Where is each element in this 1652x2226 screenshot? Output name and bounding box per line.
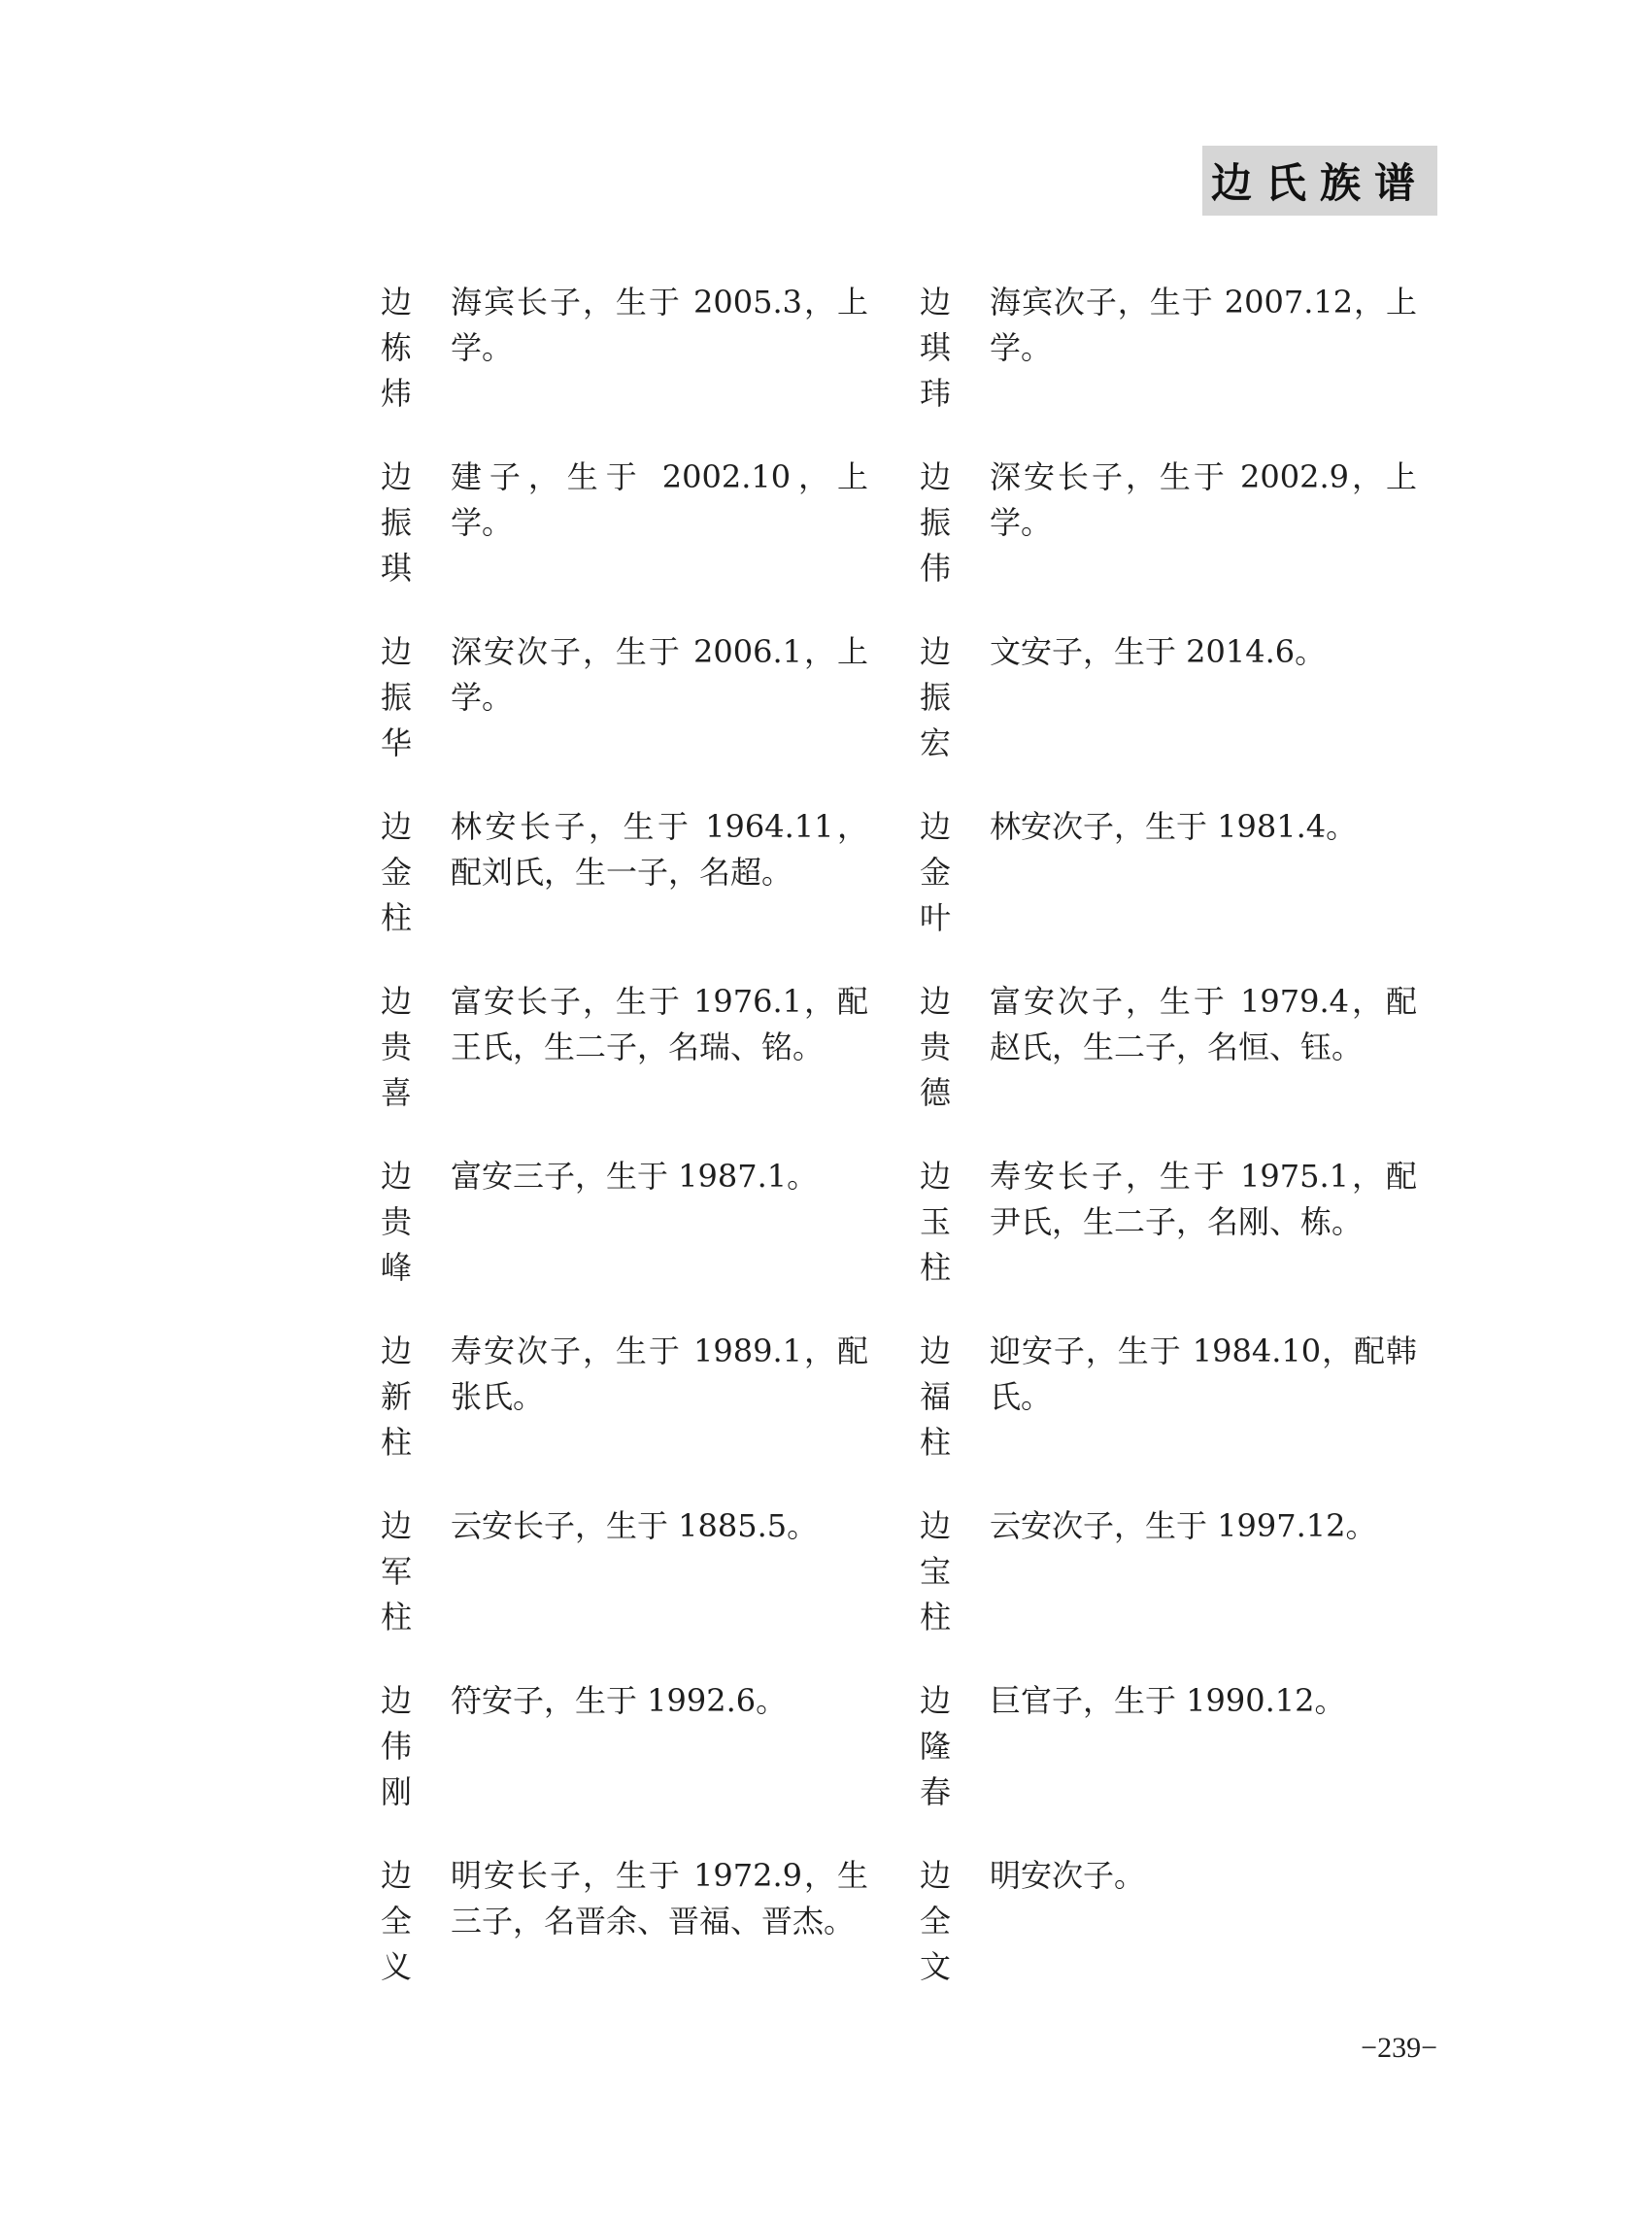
genealogy-entry <box>906 979 1445 1154</box>
entry-description: 深安长子，生于 2002.9，上学。 <box>990 458 1417 541</box>
page-number: −239− <box>1361 2032 1437 2064</box>
person-name: 边 金 柱 <box>380 808 412 936</box>
person-name: 边 玉 柱 <box>919 1158 951 1286</box>
person-name: 边 宝 柱 <box>919 1507 951 1636</box>
entry-description: 符安子，生于 1992.6。 <box>451 1682 788 1719</box>
genealogy-entry <box>906 1853 1445 2028</box>
entry-description: 林安长子，生于 1964.11，配刘氏，生一子，名超。 <box>451 808 868 891</box>
entry-description: 富安次子，生于 1979.4，配赵氏，生二子，名恒、钰。 <box>990 983 1417 1065</box>
person-name: 边 军 柱 <box>380 1507 412 1636</box>
entry-description: 海宾长子，生于 2005.3，上学。 <box>451 284 868 366</box>
entry-description: 迎安子，生于 1984.10，配韩氏。 <box>990 1332 1417 1415</box>
person-name: 边 隆 春 <box>919 1682 951 1810</box>
entry-description: 云安次子，生于 1997.12。 <box>990 1507 1377 1544</box>
entry-description: 明安次子。 <box>990 1857 1146 1894</box>
person-name: 边 振 伟 <box>919 458 951 587</box>
person-name: 边 全 义 <box>380 1857 412 1985</box>
entry-description: 海宾次子，生于 2007.12，上学。 <box>990 284 1417 366</box>
genealogy-entry <box>906 1329 1445 1503</box>
entry-description: 深安次子，生于 2006.1，上学。 <box>451 633 868 716</box>
entry-row <box>367 979 1445 1154</box>
genealogy-entry <box>906 1154 1445 1329</box>
person-name: 边 金 叶 <box>919 808 951 936</box>
entry-description: 巨官子，生于 1990.12。 <box>990 1682 1346 1719</box>
genealogy-entry <box>367 804 906 979</box>
genealogy-entry <box>367 455 906 629</box>
entry-row <box>367 455 1445 629</box>
entry-row <box>367 804 1445 979</box>
entry-row <box>367 1154 1445 1329</box>
person-name: 边 琪 玮 <box>919 284 951 412</box>
person-name: 边 贵 峰 <box>380 1158 412 1286</box>
person-name: 边 振 宏 <box>919 633 951 761</box>
person-name: 边 贵 德 <box>919 983 951 1111</box>
genealogy-entry <box>367 1853 906 2028</box>
entry-description: 富安三子，生于 1987.1。 <box>451 1158 819 1195</box>
entry-description: 林安次子，生于 1981.4。 <box>990 808 1358 845</box>
genealogy-entry <box>906 1678 1445 1853</box>
entry-description: 文安子，生于 2014.6。 <box>990 633 1327 670</box>
entry-row <box>367 1678 1445 1853</box>
genealogy-entries <box>367 280 1445 2028</box>
entry-description: 富安长子，生于 1976.1，配王氏，生二子，名瑞、铭。 <box>451 983 868 1065</box>
person-name: 边 伟 刚 <box>380 1682 412 1810</box>
entry-row <box>367 1329 1445 1503</box>
genealogy-entry <box>367 280 906 455</box>
person-name: 边 全 文 <box>919 1857 951 1985</box>
genealogy-entry <box>367 629 906 804</box>
person-name: 边 贵 喜 <box>380 983 412 1111</box>
genealogy-entry <box>367 1678 906 1853</box>
entry-description: 建子，生于 2002.10，上学。 <box>451 458 868 541</box>
genealogy-entry <box>367 1503 906 1678</box>
person-name: 边 栋 炜 <box>380 284 412 412</box>
page-title: 边氏族谱 <box>1210 159 1429 207</box>
genealogy-entry <box>906 455 1445 629</box>
genealogy-entry <box>906 280 1445 455</box>
genealogy-entry <box>906 1503 1445 1678</box>
genealogy-entry <box>367 979 906 1154</box>
genealogy-entry <box>906 804 1445 979</box>
entry-row <box>367 1503 1445 1678</box>
genealogy-entry <box>367 1154 906 1329</box>
person-name: 边 振 华 <box>380 633 412 761</box>
person-name: 边 振 琪 <box>380 458 412 587</box>
entry-description: 寿安长子，生于 1975.1，配尹氏，生二子，名刚、栋。 <box>990 1158 1417 1240</box>
entry-row <box>367 629 1445 804</box>
header-title-box <box>1202 146 1437 216</box>
entry-description: 云安长子，生于 1885.5。 <box>451 1507 819 1544</box>
entry-description: 明安长子，生于 1972.9，生三子，名晋余、晋福、晋杰。 <box>451 1857 868 1939</box>
genealogy-entry <box>367 1329 906 1503</box>
person-name: 边 福 柱 <box>919 1332 951 1461</box>
entry-description: 寿安次子，生于 1989.1，配张氏。 <box>451 1332 868 1415</box>
entry-row <box>367 280 1445 455</box>
entry-row <box>367 1853 1445 2028</box>
genealogy-entry <box>906 629 1445 804</box>
person-name: 边 新 柱 <box>380 1332 412 1461</box>
